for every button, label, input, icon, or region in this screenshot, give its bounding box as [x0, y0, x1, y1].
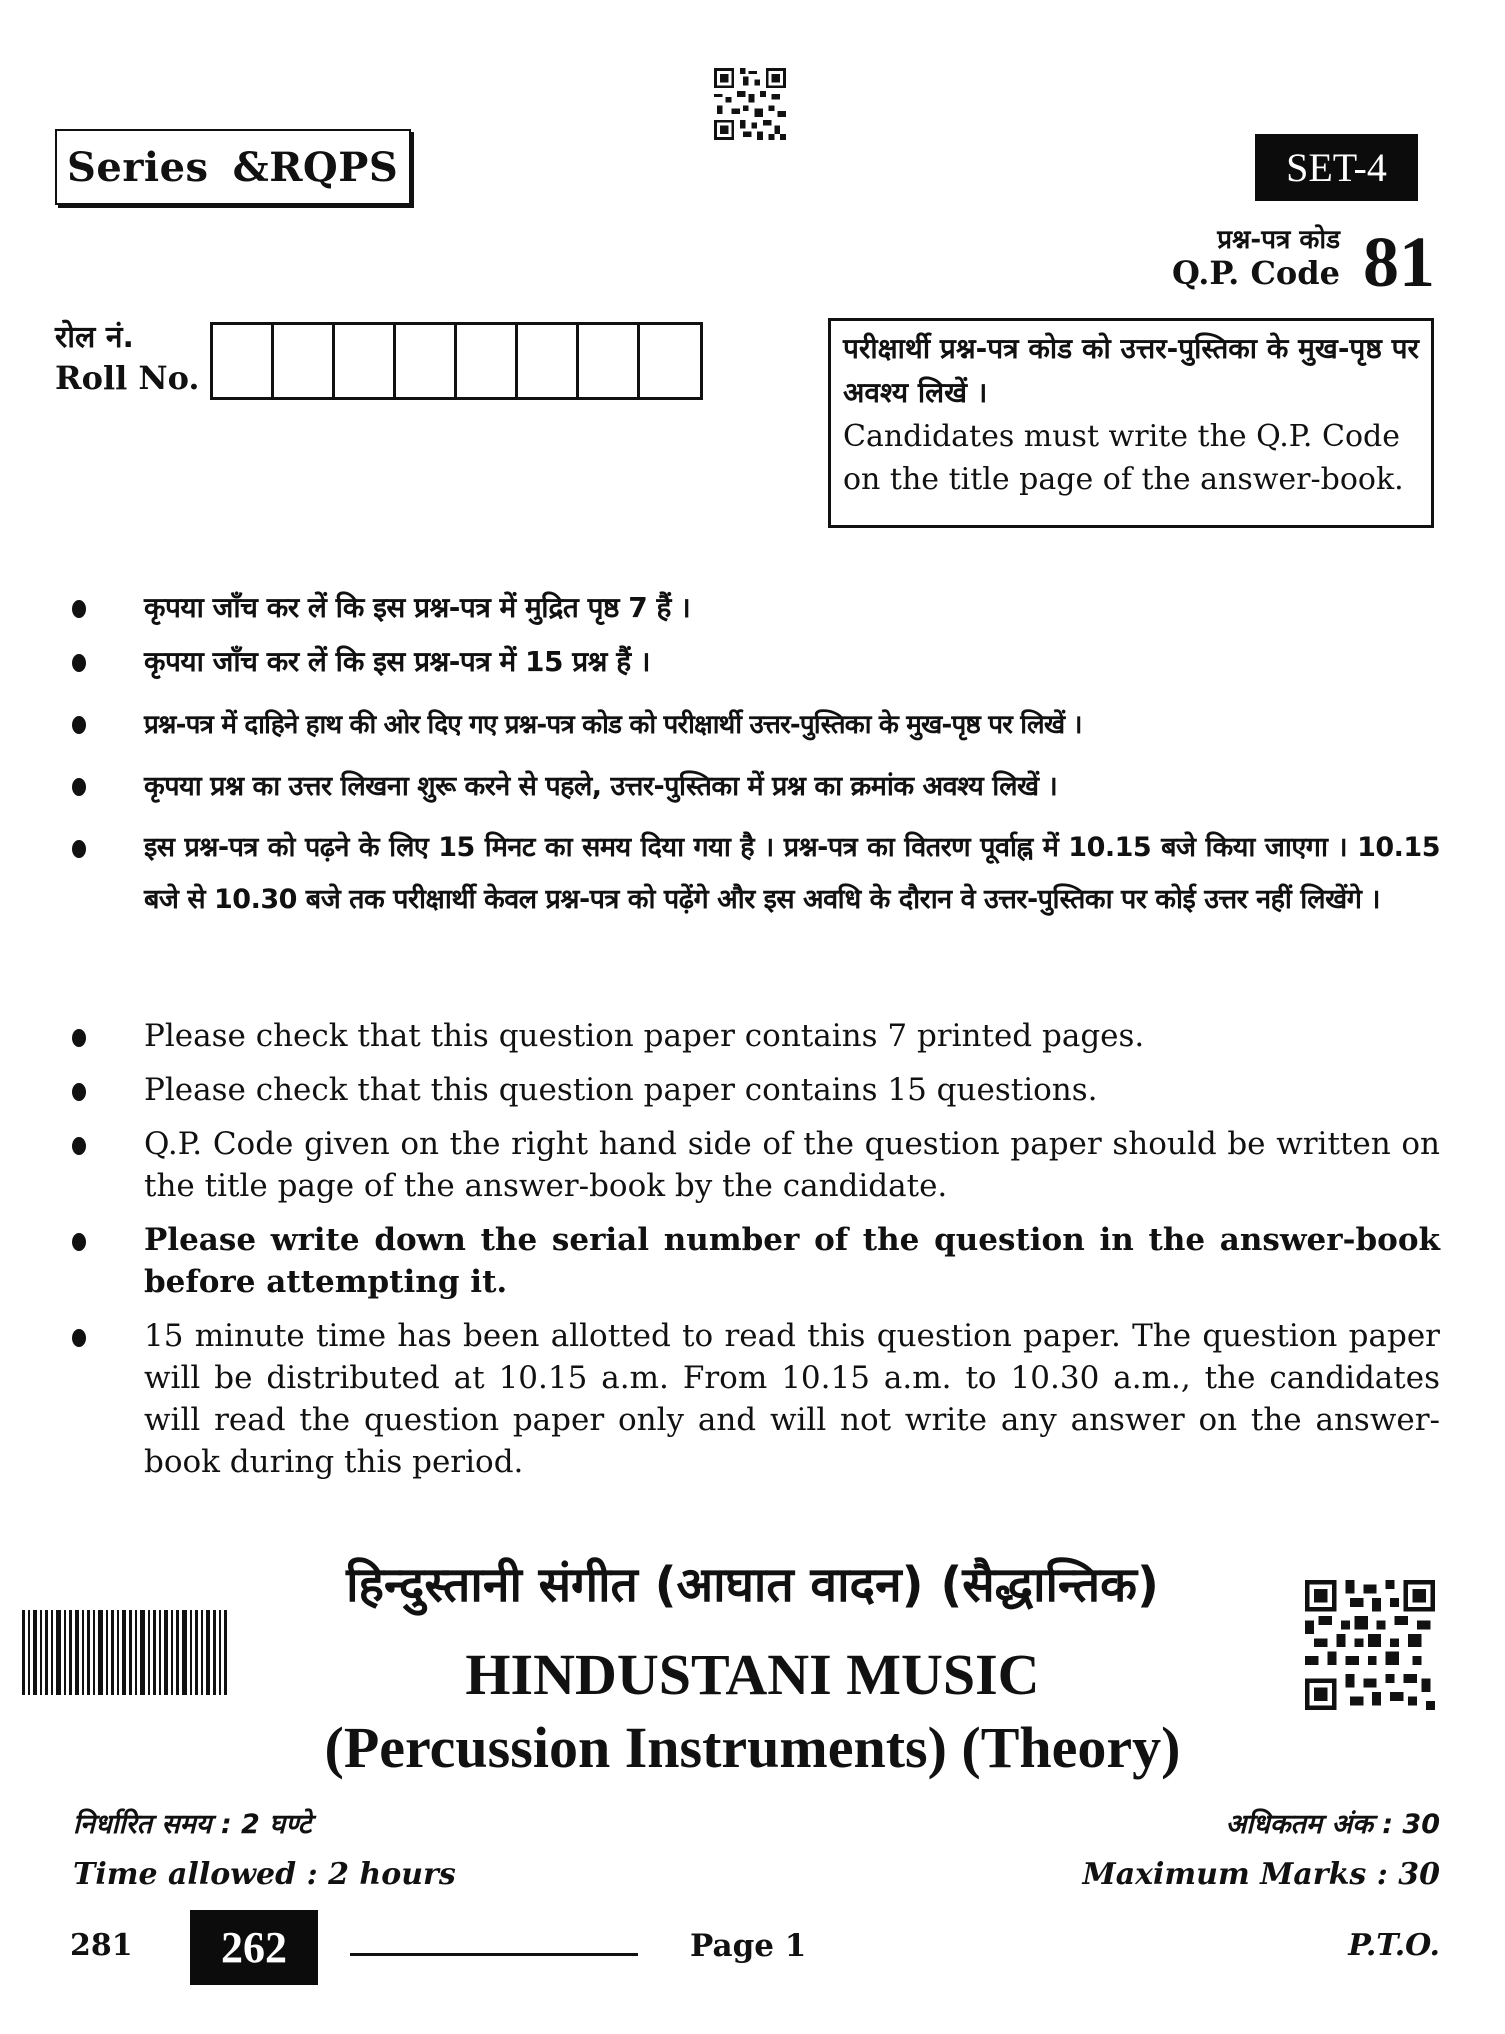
instructions-hindi: [60, 582, 1440, 926]
top-qr-code-icon: [712, 68, 788, 140]
instruction-item: कृपया प्रश्न का उत्तर लिखना शुरू करने से पहले, उत्तर-पुस्तिका में प्रश्न का क्रमांक अवश्य लिखें ।: [60, 760, 1440, 822]
qp-code-value: 81: [1363, 222, 1435, 302]
instructions-english: [60, 1015, 1440, 1483]
qp-code-label-en: Q.P. Code: [1171, 254, 1340, 292]
bullet-icon: [72, 1329, 86, 1347]
qp-code-notice-box: [828, 318, 1434, 528]
instruction-item: Please write down the serial number of the question in the answer-book before attempting it.: [60, 1219, 1440, 1303]
roll-no-box[interactable]: [274, 325, 335, 397]
footer-badge: 262: [190, 1910, 318, 1985]
bullet-icon: [72, 1137, 86, 1155]
series-box: [55, 129, 411, 205]
footer-divider: [350, 1953, 638, 1956]
instruction-item: कृपया जाँच कर लें कि इस प्रश्न-पत्र में 15 प्रश्न हैं ।: [60, 636, 1440, 698]
bullet-icon: [72, 716, 86, 734]
maximum-marks: [1082, 1800, 1440, 1900]
instruction-item: प्रश्न-पत्र में दाहिने हाथ की ओर दिए गए प्रश्न-पत्र कोड को परीक्षार्थी उत्तर-पुस्तिका के मुख-पृष्ठ पर लिखें ।: [60, 698, 1440, 760]
qp-code-labels: [1172, 225, 1340, 291]
subject-title-hindi: हिन्दुस्तानी संगीत (आघात वादन) (सैद्धान्तिक): [346, 1557, 1159, 1613]
roll-no-box[interactable]: [457, 325, 518, 397]
instruction-item: Please check that this question paper contains 15 questions.: [60, 1069, 1440, 1111]
bullet-icon: [72, 600, 86, 618]
instruction-item: Please check that this question paper contains 7 printed pages.: [60, 1015, 1440, 1057]
roll-no-label-hi: रोल नं.: [55, 320, 134, 355]
instruction-item: 15 minute time has been allotted to read this question paper. The question paper will be distributed at 10.15 a.m. From 10.15 a.m. to 10.30 a.m., the candidates will read the question paper only and will not write any answer on the answer-book during this period.: [60, 1315, 1440, 1483]
maximum-marks-en: Maximum Marks : 30: [1082, 1857, 1440, 1892]
page-number: Page 1: [690, 1928, 807, 1964]
series-code: &RQPS: [232, 143, 399, 191]
roll-no-label-en: Roll No.: [55, 359, 200, 397]
footer-code: 281: [70, 1928, 133, 1963]
subject-subtitle: (Percussion Instruments) (Theory): [324, 1715, 1181, 1780]
qp-code-label-hi: प्रश्न-पत्र कोड: [1217, 225, 1340, 255]
subject-title-english: HINDUSTANI MUSIC: [465, 1642, 1040, 1707]
roll-no-box[interactable]: [518, 325, 579, 397]
roll-no-box[interactable]: [335, 325, 396, 397]
instruction-item: Q.P. Code given on the right hand side of the question paper should be written on the title page of the answer-book by the candidate.: [60, 1123, 1440, 1207]
roll-no-box[interactable]: [213, 325, 274, 397]
roll-no-labels: [55, 318, 200, 398]
time-allowed: [73, 1800, 456, 1900]
maximum-marks-hi: अधिकतम अंक : 30: [1225, 1809, 1440, 1840]
time-allowed-en: Time allowed : 2 hours: [73, 1857, 456, 1892]
roll-no-box[interactable]: [640, 325, 700, 397]
roll-no-box[interactable]: [579, 325, 640, 397]
instruction-item: इस प्रश्न-पत्र को पढ़ने के लिए 15 मिनट का समय दिया गया है । प्रश्न-पत्र का वितरण पूर्वाह्न में 10.15 बजे किया जाएगा । 10.15 बजे से 10.30 बजे तक परीक्षार्थी केवल प्रश्न-पत्र को पढ़ेंगे और इस अवधि के दौरान वे उत्तर-पुस्तिका पर कोई उत्तर नहीं लिखेंगे ।: [60, 822, 1440, 926]
time-allowed-hi: निर्धारित समय : 2 घण्टे: [73, 1809, 312, 1840]
instruction-item: कृपया जाँच कर लें कि इस प्रश्न-पत्र में मुद्रित पृष्ठ 7 हैं ।: [60, 582, 1440, 636]
bullet-icon: [72, 1233, 86, 1251]
bullet-icon: [72, 1083, 86, 1101]
pto-label: P.T.O.: [1348, 1928, 1440, 1963]
notice-text-en: Candidates must write the Q.P. Code on the title page of the answer-book.: [843, 419, 1404, 497]
bullet-icon: [72, 778, 86, 796]
bullet-icon: [72, 654, 86, 672]
roll-no-box[interactable]: [396, 325, 457, 397]
notice-text-hi: परीक्षार्थी प्रश्न-पत्र कोड को उत्तर-पुस्तिका के मुख-पृष्ठ पर अवश्य लिखें ।: [843, 332, 1419, 409]
bullet-icon: [72, 1029, 86, 1047]
series-label: Series: [67, 143, 209, 191]
set-badge: SET-4: [1255, 134, 1418, 201]
roll-no-grid[interactable]: [210, 322, 703, 400]
bullet-icon: [72, 840, 86, 858]
